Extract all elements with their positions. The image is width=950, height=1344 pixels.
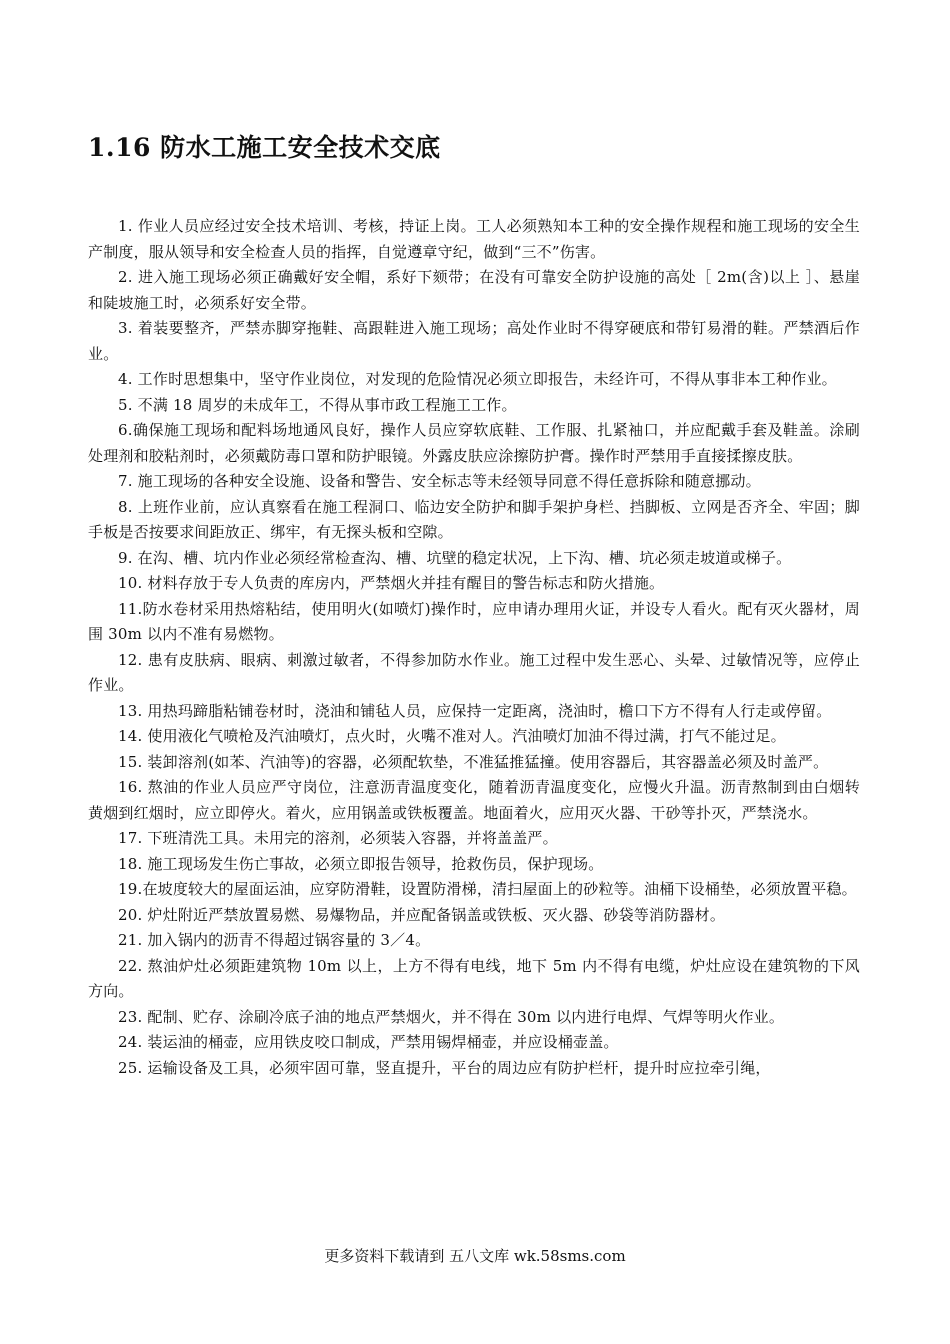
paragraph-4: 4. 工作时思想集中，坚守作业岗位，对发现的危险情况必须立即报告，未经许可，不得从事非本工种作业。 — [118, 370, 837, 388]
paragraph-20: 20. 炉灶附近严禁放置易燃、易爆物品，并应配备锅盖或铁板、灭火器、砂袋等消防器材。 — [118, 905, 726, 924]
paragraph-14: 14. 使用液化气喷枪及汽油喷灯，点火时，火嘴不准对人。汽油喷灯加油不得过满，打气不能过足。 — [118, 727, 786, 745]
paragraph-1: 1. 作业人员应经过安全技术培训、考核，持证上岗。工人必须熟知本工种的安全操作规程和施工现场的安全生产制度，服从领导和安全检查人员的指挥，自觉遵章守纪，做到“三不”伤害。 — [88, 217, 860, 261]
paragraph-10: 10. 材料存放于专人负责的库房内，严禁烟火并挂有醒目的警告标志和防火措施。 — [118, 574, 665, 592]
paragraph-15: 15. 装卸溶剂(如苯、汽油等)的容器，必须配软垫，不准猛推猛撞。使用容器后，其容器盖必须及时盖严。 — [118, 752, 829, 771]
paragraph-2: 2. 进入施工现场必须正确戴好安全帽，系好下颏带；在没有可靠安全防护设施的高处［ 2m(含)以上 ］、悬崖和陡坡施工时，必须系好安全带。 — [88, 268, 860, 312]
paragraph-7: 7. 施工现场的各种安全设施、设备和警告、安全标志等未经领导同意不得任意拆除和随意挪动。 — [118, 472, 761, 490]
paragraph-16: 16. 熬油的作业人员应严守岗位，注意沥青温度变化，随着沥青温度变化，应慢火升温。沥青熬制到由白烟转黄烟到红烟时，应立即停火。着火，应用锅盖或铁板覆盖。地面着火，应用灭火器、干砂等扑灭，严禁浇水。 — [88, 778, 860, 822]
page-title: 1.16 防水工施工安全技术交底 — [88, 133, 441, 162]
paragraph-19: 19.在坡度较大的屋面运油，应穿防滑鞋，设置防滑梯，清扫屋面上的砂粒等。油桶下设桶垫，必须放置平稳。 — [118, 880, 857, 898]
document-body — [88, 214, 860, 1081]
page-footer: 更多资料下载请到 五八文库 wk.58sms.com — [324, 1247, 626, 1265]
paragraph-21: 21. 加入锅内的沥青不得超过锅容量的 3／4。 — [118, 931, 431, 949]
paragraph-17: 17. 下班清洗工具。未用完的溶剂，必须装入容器，并将盖盖严。 — [118, 829, 558, 847]
paragraph-5: 5. 不满 18 周岁的未成年工，不得从事市政工程施工工作。 — [118, 395, 517, 414]
paragraph-8: 8. 上班作业前，应认真察看在施工程洞口、临边安全防护和脚手架护身栏、挡脚板、立网是否齐全、牢固；脚手板是否按要求间距放正、绑牢，有无探头板和空隙。 — [88, 497, 860, 541]
paragraph-24: 24. 装运油的桶壶，应用铁皮咬口制成，严禁用锡焊桶壶，并应设桶壶盖。 — [118, 1033, 619, 1051]
paragraph-11: 11.防水卷材采用热熔粘结，使用明火(如喷灯)操作时，应申请办理用火证，并设专人看火。配有灭火器材，周围 30m 以内不准有易燃物。 — [88, 599, 860, 643]
paragraph-22: 22. 熬油炉灶必须距建筑物 10m 以上，上方不得有电线，地下 5m 内不得有电缆，炉灶应设在建筑物的下风方向。 — [88, 956, 860, 1000]
paragraph-18: 18. 施工现场发生伤亡事故，必须立即报告领导，抢救伤员，保护现场。 — [118, 854, 604, 873]
paragraph-3: 3. 着装要整齐，严禁赤脚穿拖鞋、高跟鞋进入施工现场；高处作业时不得穿硬底和带钉易滑的鞋。严禁酒后作业。 — [88, 319, 860, 363]
paragraph-6: 6.确保施工现场和配料场地通风良好，操作人员应穿软底鞋、工作服、扎紧袖口，并应配戴手套及鞋盖。涂刷处理剂和胶粘剂时，必须戴防毒口罩和防护眼镜。外露皮肤应涂擦防护膏。操作时严禁用手直接揉擦皮肤。 — [88, 421, 860, 465]
paragraph-23: 23. 配制、贮存、涂刷冷底子油的地点严禁烟火，并不得在 30m 以内进行电焊、气焊等明火作业。 — [118, 1007, 785, 1026]
paragraph-25: 25. 运输设备及工具，必须牢固可靠，竖直提升，平台的周边应有防护栏杆，提升时应拉牵引绳， — [118, 1058, 771, 1077]
paragraph-13: 13. 用热玛蹄脂粘铺卷材时，浇油和铺毡人员，应保持一定距离，浇油时，檐口下方不得有人行走或停留。 — [118, 701, 832, 720]
paragraph-9: 9. 在沟、槽、坑内作业必须经常检查沟、槽、坑壁的稳定状况，上下沟、槽、坑必须走坡道或梯子。 — [118, 548, 792, 567]
paragraph-12: 12. 患有皮肤病、眼病、刺激过敏者，不得参加防水作业。施工过程中发生恶心、头晕、过敏情况等，应停止作业。 — [88, 650, 860, 694]
